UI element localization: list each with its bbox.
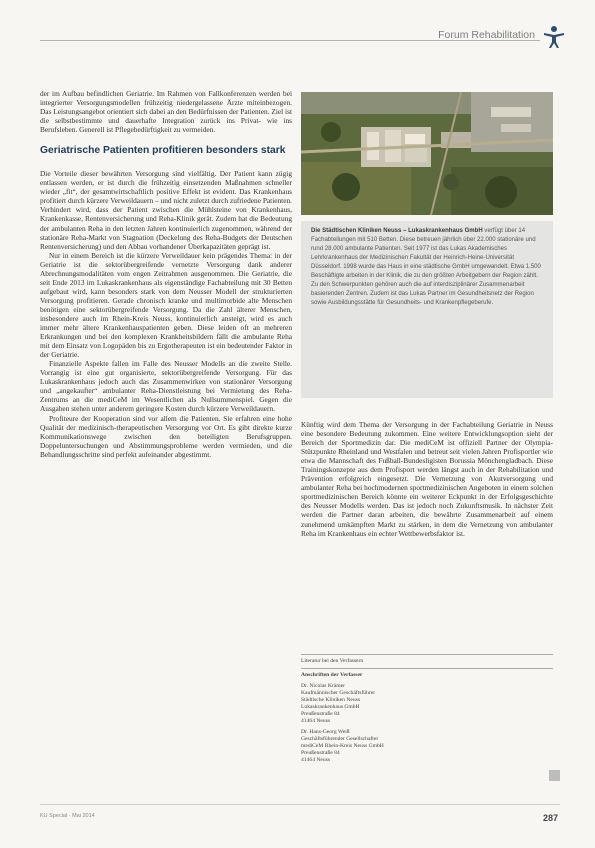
address-line: Preußenstraße 84 bbox=[301, 750, 340, 756]
section-subheading: Geriatrische Patienten profitieren besonders stark bbox=[40, 145, 286, 157]
address-line: mediCeM Rhein-Kreis Neuss GmbH bbox=[301, 743, 384, 749]
footer-publication: KU Special · Mai 2014 bbox=[40, 813, 95, 819]
address-line: 41464 Neuss bbox=[301, 718, 331, 724]
address-line: Geschäftsführender Gesellschafter bbox=[301, 736, 379, 742]
literature-block bbox=[301, 651, 553, 764]
footer-rule bbox=[40, 804, 560, 805]
address-line: Lukaskrankenhaus GmbH bbox=[301, 704, 360, 710]
caption-text: verfügt über 14 Fachabteilungen mit 510 Betten. Diese betreuen jährlich über 22.000 stationäre und rund 28.000 ambulante Patienten. Seit 1977 ist das Lukas Akademisches Lehrkrankenhaus der Medizinischen Fakultät der Heinrich-Heine-Universität Düsseldorf. 1998 wurde das Haus in eine städtische GmbH umgewandelt. Etwa 1.500 Beschäftigte arbeiten in der Klinik, die zu den größten Arbeitgebern der Region zählt. Zu den Schwerpunkten gehören auch die auf interdisziplinärer Zusammenarbeit basierenden Zentren. Zudem ist das Lukas Partner im Gesundheitsnetz der Region sowie Ausbildungsstätte für Gesundheits- und Krankenpflegeberufe. bbox=[311, 228, 541, 306]
left-column bbox=[40, 89, 292, 459]
address-line: Städtische Kliniken Neuss bbox=[301, 697, 361, 703]
author-address-1 bbox=[301, 683, 553, 725]
caption-title: Die Städtischen Kliniken Neuss – Lukaskrankenhaus GmbH bbox=[311, 228, 483, 234]
author-heading: Anschriften der Verfasser bbox=[301, 672, 363, 678]
intro-paragraph: der im Aufbau befindlichen Geriatrie. Im Rahmen von Fallkonferenzen werden bei integrierter Versorgungsmodellen frühzeitig niedergelassene Ärzte miteinbezogen. Das Leistungsangebot orientiert sich dabei an den Bedürfnissen der Patienten. Ziel ist die selbstbestimmte und dauerhafte Integration zurück ins Privat- wie ins Berufsleben. Generell ist Pflegebedürftigkeit zu vermeiden. bbox=[40, 89, 292, 135]
address-line: Kaufmännischer Geschäftsführer bbox=[301, 690, 376, 696]
aerial-photo bbox=[301, 92, 553, 215]
right-column bbox=[301, 420, 553, 538]
paragraph-right-1: Künftig wird dem Thema der Versorgung in der Fachabteilung Geriatrie in Neuss eine besondere Bedeutung zukommen. Eine weitere Entwicklungsoption sieht der Bereich der Sportmedizin dar. Die mediCeM ist offiziell Partner der Olympia-Stützpunkte Rheinland und Westfalen und betreut seit vielen Jahren Profisportler wie etwa die Mannschaft des Fußball-Bundesligisten Borussia Mönchengladbach. Diese Trainingskonzepte aus dem Profisport werden längst auch in der Rehabilitation und Prävention erfolgreich eingesetzt. Die Vernetzung von Akutversorgung und ambulanter Reha bei hochmodernen sportmedizinischen Angeboten in einem solchen sportmedizinischen Bereich könnte ein weiterer Eckpunkt in der Erfolgsgeschichte des Neusser Modells werden. Das ist jedoch noch Zukunftsmusik. In nächster Zeit werden die Partner daran arbeiten, die bewährte Zusammenarbeit auf einem zunehmend umkämpften Markt zu stärken, in dem die Vernetzung von ambulanter Reha im Krankenhaus ein echter Wettbewerbsfaktor ist. bbox=[301, 420, 553, 538]
address-line: Dr. Nicolas Krämer bbox=[301, 683, 345, 689]
address-line: Preußenstraße 84 bbox=[301, 711, 340, 717]
page-number: 287 bbox=[542, 813, 558, 823]
divider bbox=[301, 654, 553, 655]
paragraph-3: Finanzielle Aspekte fallen im Falle des Neusser Modells an die zweite Stelle. Vorrangig ist eine gut organisierte, sektorübergreifende Versorgung. Für das Lukaskrankenhaus jedoch auch das Zusammenwirken von stationärer Versorgung und „angekaufter“ ambulanter Reha-Dienstleistung bei Vermietung des Reha-Zentrums an die mediCeM im Wesentlichen als Nullsummenspiel. Gegen die Ausgaben stehen unter anderem geringere Kosten durch kürzere Verweildauern. bbox=[40, 359, 292, 414]
paragraph-1: Die Vorteile dieser bewährten Versorgung sind vielfältig. Der Patient kann zügig entlassen werden, er ist durch die frühzeitig einsetzenden Maßnahmen schneller wieder „fit“, der gesamtwirtschaftlich positive Effekt ist evident. Das Krankenhaus profitiert durch kürzere Verweildauern – und nicht zuletzt durch zufriedene Patienten. Verhindert wird, dass der Patient zwischen die Mühlsteine von Krankenhaus, Krankenkasse, Rentenversicherung und Reha-Klinik gerät. Zudem hat die Bedeutung der ambulanten Reha in den letzten Jahren kontinuierlich zugenommen, während der stationäre Reha-Markt von Stagnation (Deckelung des Reha-Budgets der Deutschen Rentenversicherung) und den Abbau vorhandener Überkapazitäten geprägt ist. bbox=[40, 169, 292, 251]
section-title: Forum Rehabilitation bbox=[438, 29, 535, 41]
divider bbox=[301, 668, 553, 669]
caption-box bbox=[301, 221, 553, 398]
paragraph-2: Nur in einem Bereich ist die kürzere Verweildauer kein prägendes Thema: in der Geriatrie ist die sektorübergreifende vernetzte Versorgung dank anderer Abrechnungsmodalitäten vom engen Zeitrahmen ausgenommen. Die Geriatrie, die seit Ende 2013 im Lukaskrankenhaus als eigenständige Fachabteilung mit 30 Betten aufgebaut wird, kann besonders stark von dem Neusser Modell der strukturierten Versorgung profitieren. Gerade chronisch kranke und multimorbide alte Menschen benötigen eine sektorübergreifende Versorgung. Da die Zahl älterer Menschen, insbesondere auch im Rhein-Kreis Neuss, kontinuierlich ansteigt, wird es auch immer mehr ältere Krankenhauspatienten geben. Diese leiden oft an mehreren Erkrankungen und bei den komplexen Krankheitsbildern fällt die ambulante Reha mit dem Einsatz von Logopäden bis zu Ergotherapeuten ist ein bedeutender Faktor in der Geriatrie. bbox=[40, 250, 292, 360]
literature-note: Literatur bei den Verfassern bbox=[301, 658, 364, 664]
address-line: Dr. Hans-Georg Weiß bbox=[301, 729, 350, 735]
paragraph-4: Profiteure der Kooperation sind vor allem die Patienten. Sie erfahren eine hohe Qualität der medizinisch-therapeutischen Versorgung vor Ort. Es gibt direkte kurze Kommunikationswege zwischen den beteiligten Berufsgruppen. Doppeluntersuchungen und Abstimmungsprobleme werden vermieden, und die Behandlungsschritte sind perfekt aufeinander abgestimmt. bbox=[40, 413, 292, 459]
author-address-2 bbox=[301, 729, 553, 764]
end-of-article-marker bbox=[549, 770, 560, 781]
person-icon bbox=[543, 25, 565, 49]
address-line: 41464 Neuss bbox=[301, 757, 331, 763]
